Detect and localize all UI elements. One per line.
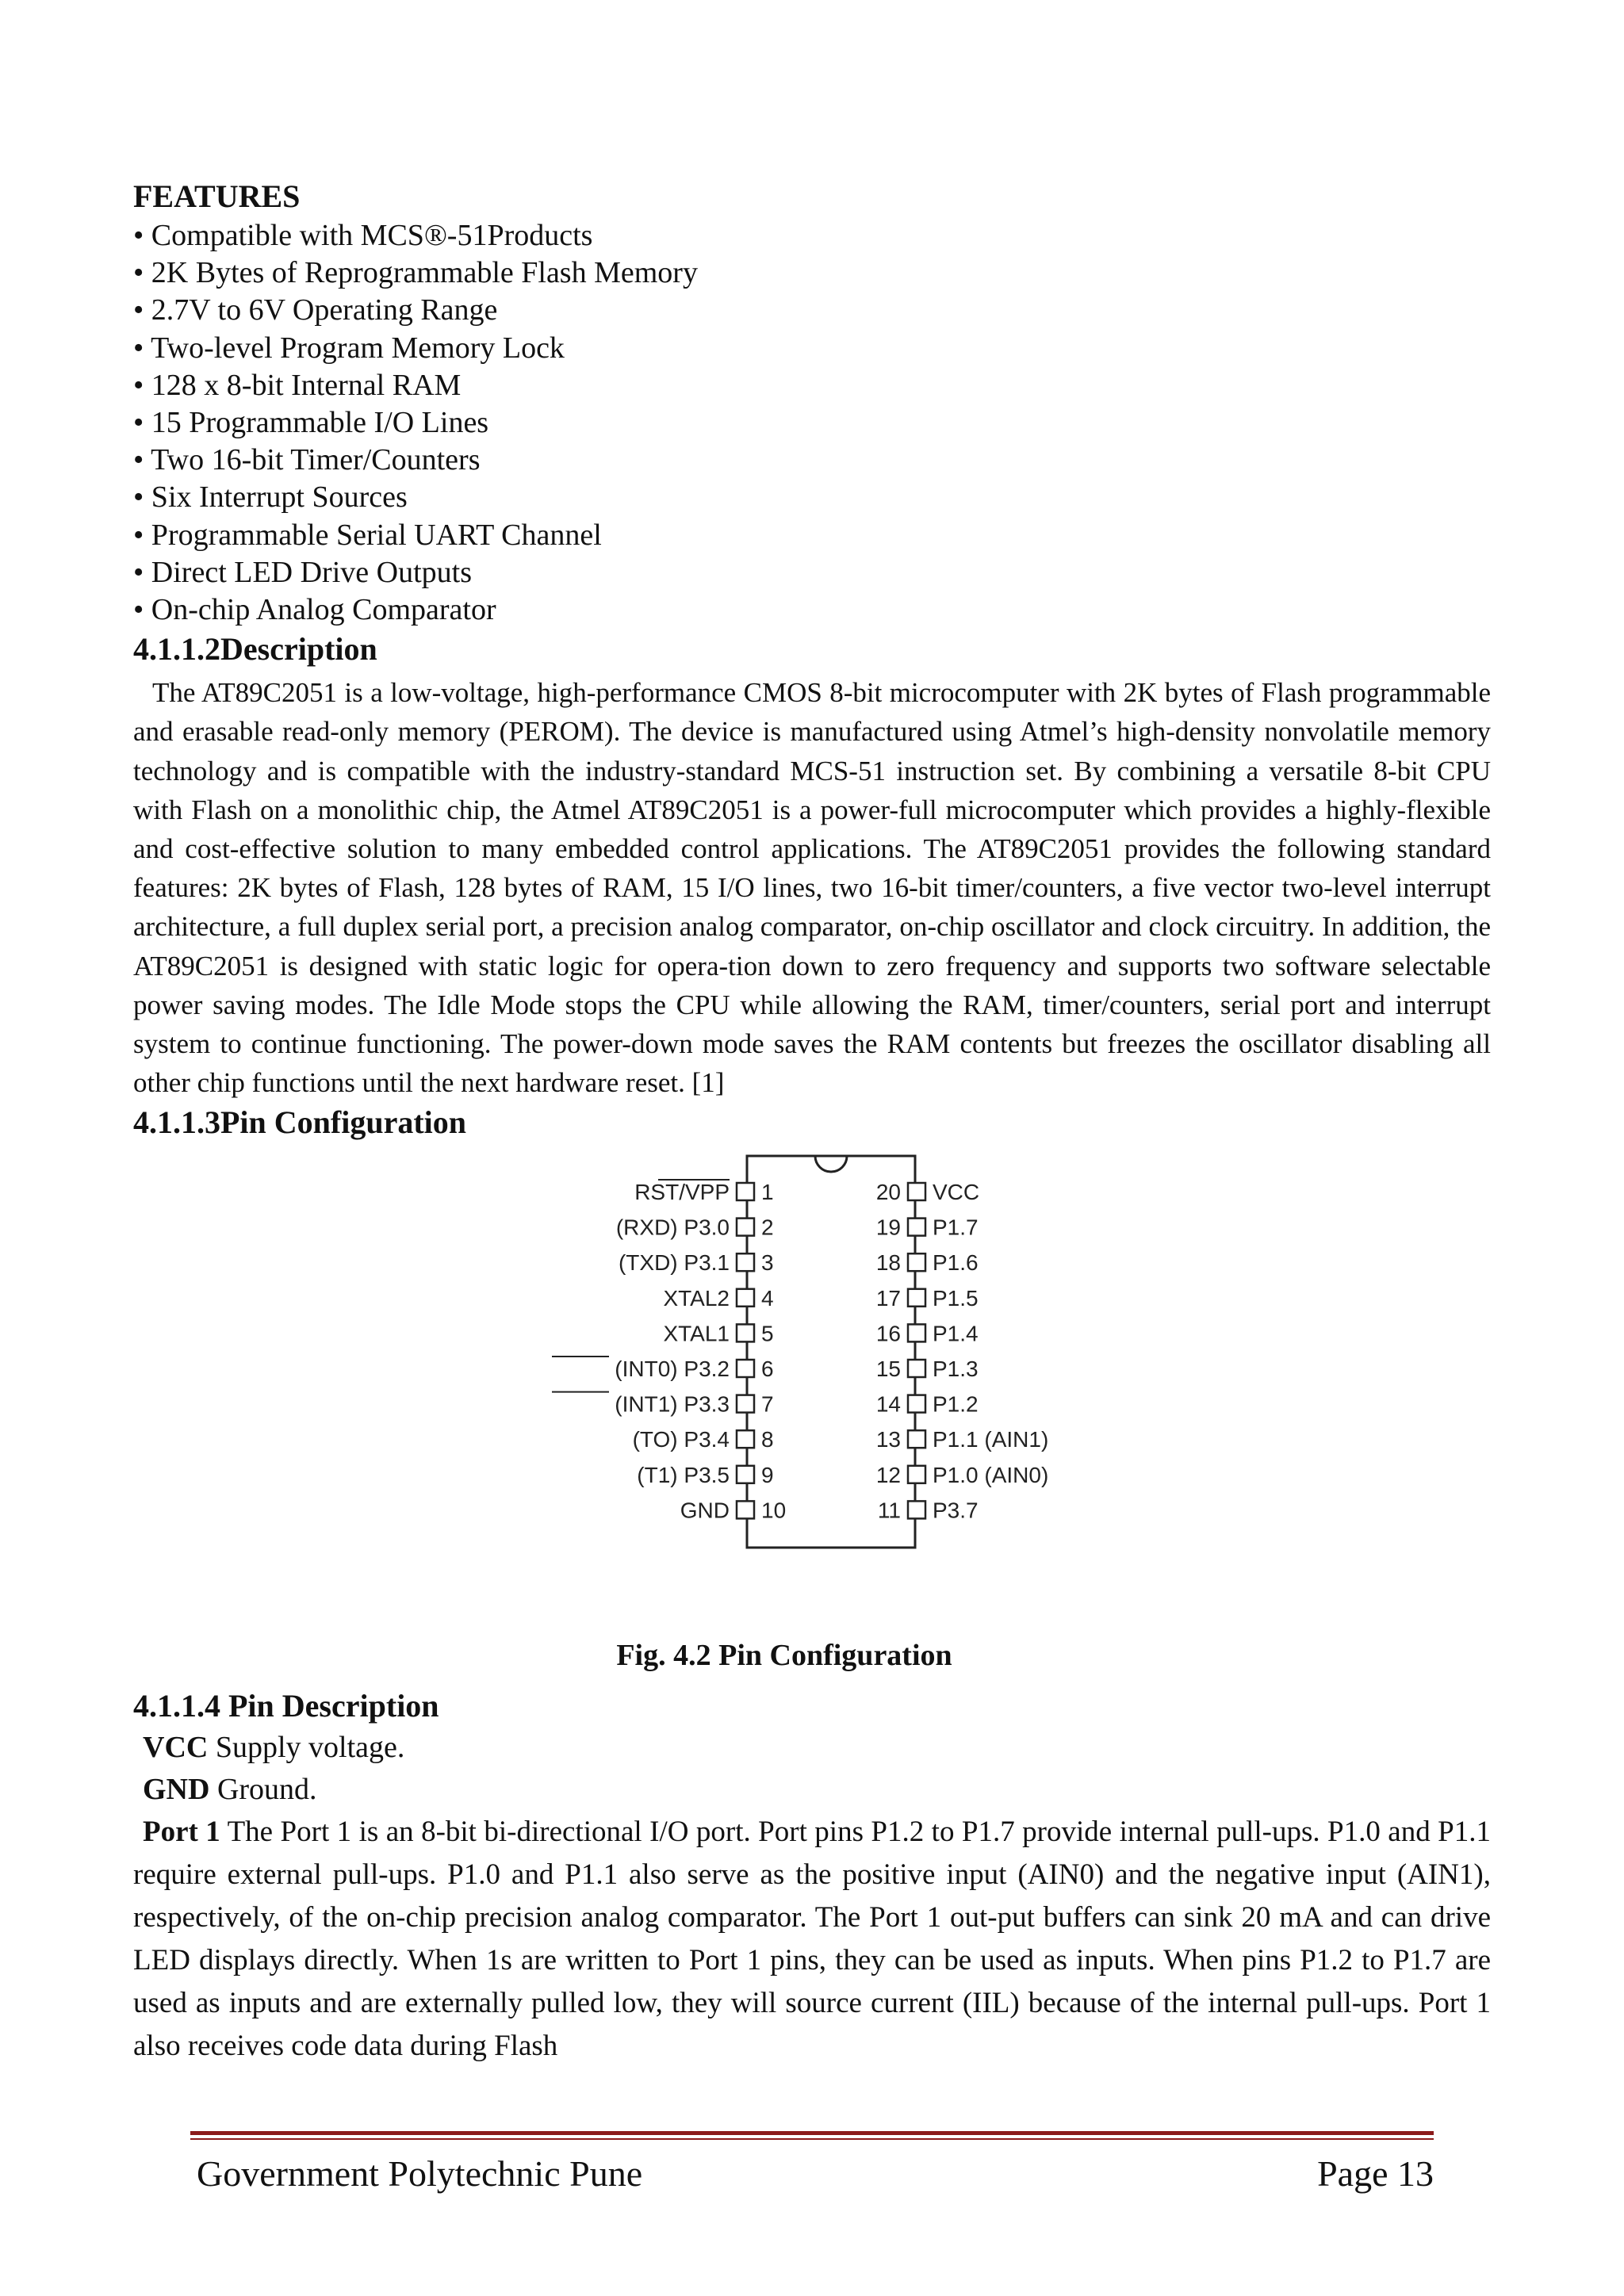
pin-label-left: (INT1) P3.3 (615, 1392, 730, 1418)
pin-number-right: 19 (875, 1215, 901, 1241)
pin-number-right: 20 (875, 1180, 901, 1205)
pin-number-left: 6 (761, 1357, 774, 1382)
pin-label-left: RST/VPP (634, 1180, 730, 1205)
pin-label-right: P1.1 (AIN1) (933, 1427, 1049, 1452)
footer-page-number: Page 13 (1317, 2153, 1434, 2194)
features-list (133, 217, 1491, 629)
pin-number-right: 14 (875, 1392, 901, 1418)
pin-label-left: (RXD) P3.0 (615, 1215, 730, 1241)
pin-box-right (908, 1502, 925, 1519)
port1-text: The Port 1 is an 8-bit bi-directional I/O port. Port pins P1.2 to P1.7 provide internal pull-ups. P1.0 and P1.1 require external pull-ups. P1.0 and P1.1 also serve as the positive input (AIN0) and the negative input (AIN1), respectively, of the on-chip precision analog comparator. The Port 1 out-put buffers can sink 20 mA and can drive LED displays directly. When 1s are written to Port 1 pins, they can be used as inputs. When pins P1.2 to P1.7 are used as inputs and are externally pulled low, they will source current (IIL) because of the internal pull-ups. Port 1 also receives code data during Flash (133, 1816, 1491, 2063)
pin-description-heading: 4.1.1.4 Pin Description (133, 1688, 439, 1724)
pin-box-right (908, 1254, 925, 1272)
pin-number-left: 2 (761, 1215, 774, 1241)
feature-item: • 128 x 8-bit Internal RAM (133, 368, 462, 402)
pin-box-left (737, 1431, 754, 1448)
pin-number-right: 12 (875, 1463, 901, 1488)
feature-item: • On-chip Analog Comparator (133, 593, 496, 627)
page-content (133, 176, 1491, 2068)
footer-rule (190, 2131, 1434, 2135)
pin-configuration-figure (133, 1143, 1491, 1635)
pin-box-right (908, 1289, 925, 1307)
description-paragraph: The AT89C2051 is a low-voltage, high-performance CMOS 8-bit microcomputer with 2K bytes of Flash programmable and erasable read-only memory (PEROM). The device is manufactured using Atmel’s high-density nonvolatile memory technology and is compatible with the industry-standard MCS-51 instruction set. By combining a versatile 8-bit CPU with Flash on a monolithic chip, the Atmel AT89C2051 is a power-full microcomputer which provides a highly-flexible and cost-effective solution to many embedded control applications. The AT89C2051 provides the following standard features: 2K bytes of Flash, 128 bytes of RAM, 15 I/O lines, two 16-bit timer/counters, a five vector two-level interrupt architecture, a full duplex serial port, a precision analog comparator, on-chip oscillator and clock circuitry. In addition, the AT89C2051 is designed with static logic for opera-tion down to zero frequency and supports two software selectable power saving modes. The Idle Mode stops the CPU while allowing the RAM, timer/counters, serial port and interrupt system to continue functioning. The power-down mode saves the RAM contents but freezes the oscillator disabling all other chip functions until the next hardware reset. [1] (133, 677, 1491, 1099)
pin-label-right: P1.4 (933, 1321, 979, 1346)
feature-item: • Two 16-bit Timer/Counters (133, 443, 481, 477)
feature-item: • Six Interrupt Sources (133, 480, 408, 515)
footer-institution: Government Polytechnic Pune (197, 2153, 643, 2194)
figure-caption: Fig. 4.2 Pin Configuration (616, 1639, 952, 1673)
pin-box-left (737, 1502, 754, 1519)
pin-number-right: 15 (875, 1357, 901, 1382)
feature-item: • Two-level Program Memory Lock (133, 331, 565, 365)
port1-label: Port 1 (143, 1816, 220, 1849)
pin-number-left: 10 (761, 1498, 787, 1523)
feature-item: • 2K Bytes of Reprogrammable Flash Memory (133, 256, 698, 290)
pin-number-left: 1 (761, 1180, 774, 1205)
pin-label-right: P1.7 (933, 1215, 979, 1241)
pin-label-right: P3.7 (933, 1498, 979, 1523)
pin-label-right: VCC (933, 1180, 980, 1205)
pin-box-right (908, 1466, 925, 1483)
pin-label-left: XTAL2 (663, 1286, 730, 1311)
pin-number-left: 3 (761, 1250, 774, 1276)
pin-box-right (908, 1431, 925, 1448)
pin-box-left (737, 1395, 754, 1413)
feature-item: • 15 Programmable I/O Lines (133, 406, 489, 440)
vcc-description (133, 1727, 1491, 1769)
pin-config-heading: 4.1.1.3Pin Configuration (133, 1104, 467, 1141)
feature-item: • Compatible with MCS®-51Products (133, 219, 593, 252)
pin-number-right: 11 (877, 1498, 901, 1523)
pin-label-left: (TO) P3.4 (632, 1427, 730, 1452)
vcc-text: Supply voltage. (215, 1731, 405, 1765)
pin-label-right: P1.0 (AIN0) (933, 1463, 1049, 1488)
vcc-label: VCC (143, 1731, 209, 1765)
features-heading: FEATURES (133, 178, 301, 214)
pin-box-left (737, 1325, 754, 1342)
pin-number-right: 16 (875, 1321, 901, 1346)
pin-label-left: (TXD) P3.1 (618, 1250, 730, 1276)
pin-number-left: 5 (761, 1321, 774, 1346)
gnd-text: Ground. (216, 1773, 317, 1807)
pin-box-left (737, 1466, 754, 1483)
pin-number-left: 9 (761, 1463, 774, 1488)
pin-box-left (737, 1360, 754, 1377)
description-heading: 4.1.1.2Description (133, 631, 377, 668)
pin-box-right (908, 1395, 925, 1413)
pin-label-right: P1.3 (933, 1357, 979, 1382)
feature-item: • Direct LED Drive Outputs (133, 555, 472, 589)
gnd-label: GND (143, 1773, 210, 1807)
chip-pinout-diagram (546, 1151, 1116, 1556)
pin-label-left: XTAL1 (663, 1321, 730, 1346)
port1-description (133, 1811, 1491, 2068)
feature-item: • Programmable Serial UART Channel (133, 518, 602, 552)
pin-box-right (908, 1360, 925, 1377)
pin-box-right (908, 1325, 925, 1342)
pin-box-left (737, 1254, 754, 1272)
feature-item: • 2.7V to 6V Operating Range (133, 293, 498, 327)
pin-label-right: P1.2 (933, 1392, 979, 1418)
pin-box-left (737, 1219, 754, 1236)
gnd-description (133, 1769, 1491, 1811)
pin-number-left: 4 (761, 1286, 774, 1311)
pin-box-left (737, 1289, 754, 1307)
pin-box-right (908, 1219, 925, 1236)
pin-number-left: 7 (761, 1392, 774, 1418)
pin-number-left: 8 (761, 1427, 774, 1452)
pin-label-left: GND (680, 1498, 730, 1523)
pin-box-right (908, 1183, 925, 1200)
pin-label-right: P1.5 (933, 1286, 979, 1311)
pin-label-right: P1.6 (933, 1250, 979, 1276)
pin-number-right: 13 (875, 1427, 901, 1452)
pin-label-left: (INT0) P3.2 (615, 1357, 730, 1382)
pin-number-right: 18 (875, 1250, 901, 1276)
pin-label-left: (T1) P3.5 (637, 1463, 730, 1488)
pin-box-left (737, 1183, 754, 1200)
footer-rule-thin (190, 2138, 1434, 2140)
pin-number-right: 17 (875, 1286, 901, 1311)
